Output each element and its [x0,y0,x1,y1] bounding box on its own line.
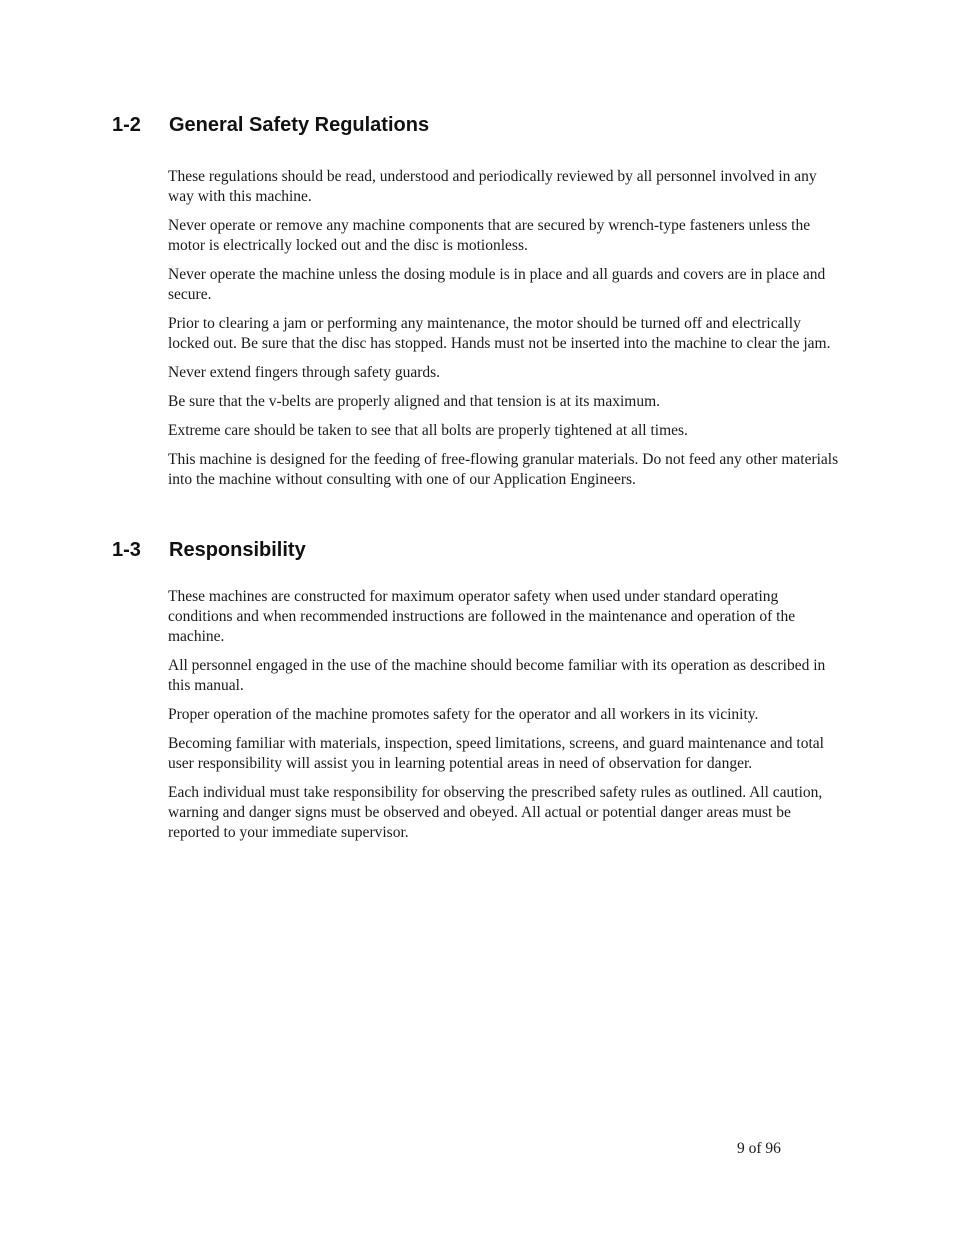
section-heading-general-safety [112,113,429,137]
section-title: Responsibility [169,539,306,561]
paragraph: Never operate or remove any machine components that are secured by wrench-type fasteners unless the motor is electrically locked out and the disc is motionless. [168,217,811,254]
paragraph: These regulations should be read, understood and periodically reviewed by all personnel involved in any way with this machine. [168,168,817,205]
paragraph: Prior to clearing a jam or performing any maintenance, the motor should be turned off and electrically locked out. Be sure that the disc has stopped. Hands must not be inserted into the machine to clear the jam. [168,315,831,352]
section-body-general-safety [168,167,844,499]
paragraph: This machine is designed for the feeding of free-flowing granular materials. Do not feed any other materials into the machine without consulting with one of our Application Engineers. [168,451,839,488]
paragraph: Proper operation of the machine promotes safety for the operator and all workers in its vicinity. [168,706,759,723]
paragraph: Never extend fingers through safety guards. [168,364,441,381]
paragraph: Be sure that the v-belts are properly aligned and that tension is at its maximum. [168,393,661,410]
paragraph: Never operate the machine unless the dosing module is in place and all guards and covers are in place and secure. [168,266,826,303]
paragraph: Each individual must take responsibility for observing the prescribed safety rules as outlined. All caution, warning and danger signs must be observed and obeyed. All actual or potential danger areas must be reported to your immediate supervisor. [168,784,823,841]
section-number: 1-2 [112,114,141,136]
section-title: General Safety Regulations [169,114,430,136]
section-number: 1-3 [112,539,141,561]
paragraph: Extreme care should be taken to see that all bolts are properly tightened at all times. [168,422,688,439]
paragraph: All personnel engaged in the use of the machine should become familiar with its operation as described in this manual. [168,657,826,694]
section-body-responsibility [168,587,844,852]
paragraph: Becoming familiar with materials, inspection, speed limitations, screens, and guard maintenance and total user responsibility will assist you in learning potential areas in need of observation for danger. [168,735,824,772]
section-heading-responsibility [112,538,306,562]
paragraph: These machines are constructed for maximum operator safety when used under standard operating conditions and when recommended instructions are followed in the maintenance and operation of the machine. [168,588,796,645]
page-number: 9 of 96 [737,1140,781,1157]
